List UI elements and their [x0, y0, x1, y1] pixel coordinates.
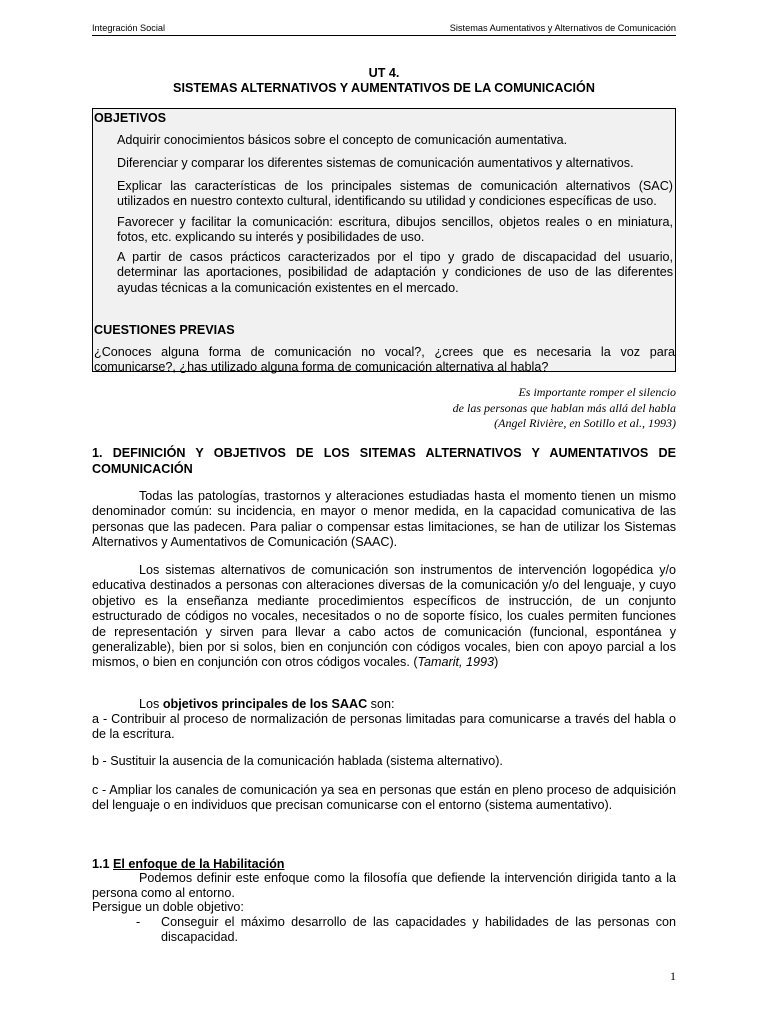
objetivos-heading: OBJETIVOS — [94, 111, 167, 125]
header-left: Integración Social — [92, 23, 166, 33]
cuestiones-heading: CUESTIONES PREVIAS — [94, 323, 235, 337]
section-1-1-number: 1.1 — [92, 857, 114, 871]
page-header — [92, 21, 676, 36]
objetivo-item: Diferenciar y comparar los diferentes sistemas de comunicación aumentativos y alternativos. — [117, 156, 634, 170]
objectives-intro-post: son: — [367, 697, 395, 711]
epigraph-quote — [453, 385, 676, 432]
paragraph-2-text: Los sistemas alternativos de comunicación son instrumentos de intervención logopédica y/o educativa destinados a personas con alteraciones diversas de la comunicación y/o del lenguaje, y cuyo objetivo es la enseñanza mediante procedimientos específicos de instrucción, de un conjunto estructurado de códigos no vocales, necesitados o no de soporte físico, los cuales permiten funciones de representación y sirven para llevar a cabo actos de comunicación (funcional, espontánea y generalizable), bien por si solos, bien en conjunción con códigos vocales, bien con apoyo parcial a los mismos, o bien en conjunción con otros códigos vocales. ( — [92, 563, 676, 670]
citation-close: ) — [494, 655, 499, 670]
title-line-1: UT 4. — [368, 66, 400, 80]
citation: Tamarit, 1993 — [417, 655, 495, 670]
objetivo-item: Explicar las características de los principales sistemas de comunicación alternativos (SAC) utilizados en nuestro contexto cultural, identificando su utilidad y condiciones específicas de uso. — [117, 179, 673, 209]
objetivo-item: Adquirir conocimientos básicos sobre el concepto de comunicación aumentativa. — [117, 133, 568, 147]
quote-line-2: de las personas que hablan más allá del habla — [452, 400, 676, 415]
quote-line-3: (Angel Rivière, en Sotillo et al., 1993) — [494, 416, 676, 431]
objective-a: a - Contribuir al proceso de normalización de personas limitadas para comunicarse a través del habla o de la escritura. — [92, 712, 676, 742]
quote-line-1: Es importante romper el silencio — [518, 385, 676, 399]
title-line-2: SISTEMAS ALTERNATIVOS Y AUMENTATIVOS DE LA COMUNICACIÓN — [173, 81, 595, 95]
cuestiones-text: ¿Conoces alguna forma de comunicación no vocal?, ¿crees que es necesaria la voz para comunicarse?, ¿has utilizado alguna forma de comunicación alternativa al habla? — [94, 345, 675, 375]
section-1-paragraph-2 — [92, 563, 676, 671]
objectives-intro-bold: objetivos principales de los SAAC — [162, 697, 368, 711]
objetivo-item: A partir de casos prácticos caracterizados por el tipo y grado de discapacidad del usuario, determinar las aportaciones, posibilidad de adaptación y condiciones de uso de las diferentes ayudas técnicas a la comunicación existentes en el mercado. — [117, 250, 673, 295]
bullet-text: Conseguir el máximo desarrollo de las capacidades y habilidades de las personas con discapacidad. — [161, 915, 676, 945]
page-title — [92, 66, 676, 96]
header-right: Sistemas Aumentativos y Alternativos de Comunicación — [449, 23, 676, 33]
page-number: 1 — [670, 969, 676, 983]
section-1-1-paragraph-2: Persigue un doble objetivo: — [92, 900, 244, 914]
section-1-1-title: El enfoque de la Habilitación — [113, 857, 285, 871]
section-1-heading: 1. DEFINICIÓN Y OBJETIVOS DE LOS SITEMAS ALTERNATIVOS Y AUMENTATIVOS DE COMUNICACIÓN — [92, 446, 676, 476]
section-1-paragraph-1: Todas las patologías, trastornos y alteraciones estudiadas hasta el momento tienen un mismo denominador común: su incidencia, en mayor o menor medida, en la capacidad comunicativa de las personas que las padecen. Para paliar o compensar estas limitaciones, se han de utilizar los Sistemas Alternativos y Aumentativos de Comunicación (SAAC). — [92, 489, 676, 550]
objetivo-item: Favorecer y facilitar la comunicación: escritura, dibujos sencillos, objetos reales o en miniatura, fotos, etc. explicando su interés y posibilidades de uso. — [117, 215, 673, 245]
bullet-dash: - — [136, 915, 141, 929]
section-1-1-paragraph-1: Podemos definir este enfoque como la filosofía que defiende la intervención dirigida tanto a la persona como al entorno. — [92, 871, 676, 901]
objective-c: c - Ampliar los canales de comunicación ya sea en personas que están en pleno proceso de adquisición del lenguaje o en individuos que precisan comunicarse con el entorno (sistema aumentativo). — [92, 783, 676, 813]
objectives-box — [92, 108, 676, 375]
objectives-intro — [92, 697, 676, 712]
objectives-intro-pre: Los — [139, 697, 163, 711]
objective-b: b - Sustituir la ausencia de la comunicación hablada (sistema alternativo). — [92, 754, 503, 768]
